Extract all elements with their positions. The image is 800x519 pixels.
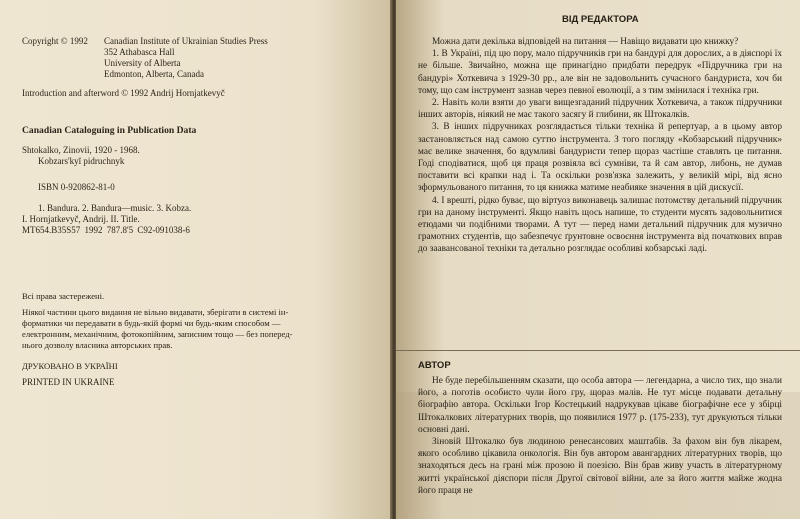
rights-statement: Всі права застережені. [22,291,105,301]
editor-heading: ВІД РЕДАКТОРА [562,14,639,25]
copyright-label: Copyright © 1992 [22,36,88,46]
printed-in-ukraine-ua: ДРУКОВАНО В УКРАЇНІ [22,361,118,371]
author-heading: АВТОР [418,360,451,371]
publisher-line: University of Alberta [104,58,181,68]
cip-author: Shtokalko, Zinovii, 1920 - 1968. [22,145,140,155]
isbn: ISBN 0-920862-81-0 [38,182,115,192]
author-section [418,375,782,497]
publisher-line: Edmonton, Alberta, Canada [104,69,204,79]
publisher-line: 352 Athabasca Hall [104,47,175,57]
left-page [0,0,392,519]
editor-paragraph: 2. Навіть коли взяти до уваги вищезгаданий підручник Хоткевича, а також підручники інших авторів, ніякий не має такого засягу й глибини, як Штокалків. [418,98,782,121]
cip-heading: Canadian Cataloguing in Publication Data [22,125,197,136]
author-paragraph: Не буде перебільшенням сказати, що особа автора — легендарна, а число тих, що знали його, а поготів особисто чули його гру, щораз малів. Не тут місце подавати детальну біографію автора. Оскільки Ігор Костецький надрукував цікаве біографічне есе у збірці Штокалкових літературних творів, що появилися 1977 р. (175-233), тут друкуються тільки основні дані. [418,376,782,435]
notice-line: Ніякої частини цього видання не вільно видавати, зберігати в системі ін- [22,307,289,317]
subjects: 1. Bandura. 2. Bandura—music. 3. Kobza. [38,203,192,213]
cip-title: Kobzars'kyĭ pidruchnyk [38,156,125,166]
editor-paragraph: 3. В інших підручниках розглядається тільки техніка й репертуар, а в цьому автор застановляється над самою суттю інструмента. З того погляду «Кобзарський підручник» має велике значення, бо вдумливі бандуристи тепер щораз частіше ставлять це питання. Годі сподіватися, щоб ця праця розвіяла всі сумніви, та й сам автор, либонь, не думав поставити всі крапки над і. Та оскільки розв'язка залежить, у великій мірі, від ясно зформульованого питання, то ця книжка матиме неабияке значення в цій дискусії. [418,122,782,194]
section-divider [396,350,800,351]
notice-line: нього дозволу власника авторських прав. [22,340,173,350]
printed-in-ukraine-en: PRINTED IN UKRAINE [22,377,115,387]
editor-paragraph: 1. В Україні, під цю пору, мало підручників гри на бандурі для дорослих, а в діяспорі їх не більше. Звичайно, можна ще принагідно придбати передрук «Підручника гри на бандурі» Хоткевича з 1929-30 рр., але він не задовольнить сучасного бандуриста, хоч би тому, що сам інструмент зазнав через певної еволюції, а з тим змінилася і техніка гри. [418,49,782,96]
notice-line: форматики чи передавати в будь-якій формі чи будь-яким способом — [22,318,281,328]
classification: MT654.B35S57 1992 787.8'5 C92-091038-6 [22,225,190,235]
editor-section [418,36,782,256]
editor-paragraph: Можна дати декілька відповідей на питання — Навіщо видавати цю книжку? [432,37,739,47]
intro-line: Introduction and afterword © 1992 Andrij Hornjatkevyč [22,88,225,98]
added-entries: I. Hornjatkevyč, Andrij. II. Title. [22,214,140,224]
publisher-line: Canadian Institute of Ukrainian Studies Press [104,36,268,46]
notice-line: електронним, механічним, фотокопійним, записним тощо — без поперед- [22,329,293,339]
author-paragraph: Зіновій Штокалко був людиною ренесансових маштабів. За фахом він був лікарем, якого особливо цікавила онкологія. Він був автором авангардних літературних творів, що знаходяться десь на грані між прозою й поезією. Він брав живу участь в літературному житті української діяспори після Другої світової війни, але за його життя майже жодна його праця не [418,437,782,496]
right-page [396,0,800,519]
editor-paragraph: 4. І врешті, рідко буває, що віртуоз виконавець залишає потомству детальний підручник гри на даному інструменті. Якщо навіть щось напише, то студенти мусять задовольнитися етюдами чи подібними творами. А тут — перед нами детальний підручник для музично грамотних студентів, що забезпечує ґрунтовне освоєння інструмента від початкових вправ до зааванcованої техніки та детально розглядає особливі кобзарські ладі. [418,195,782,255]
